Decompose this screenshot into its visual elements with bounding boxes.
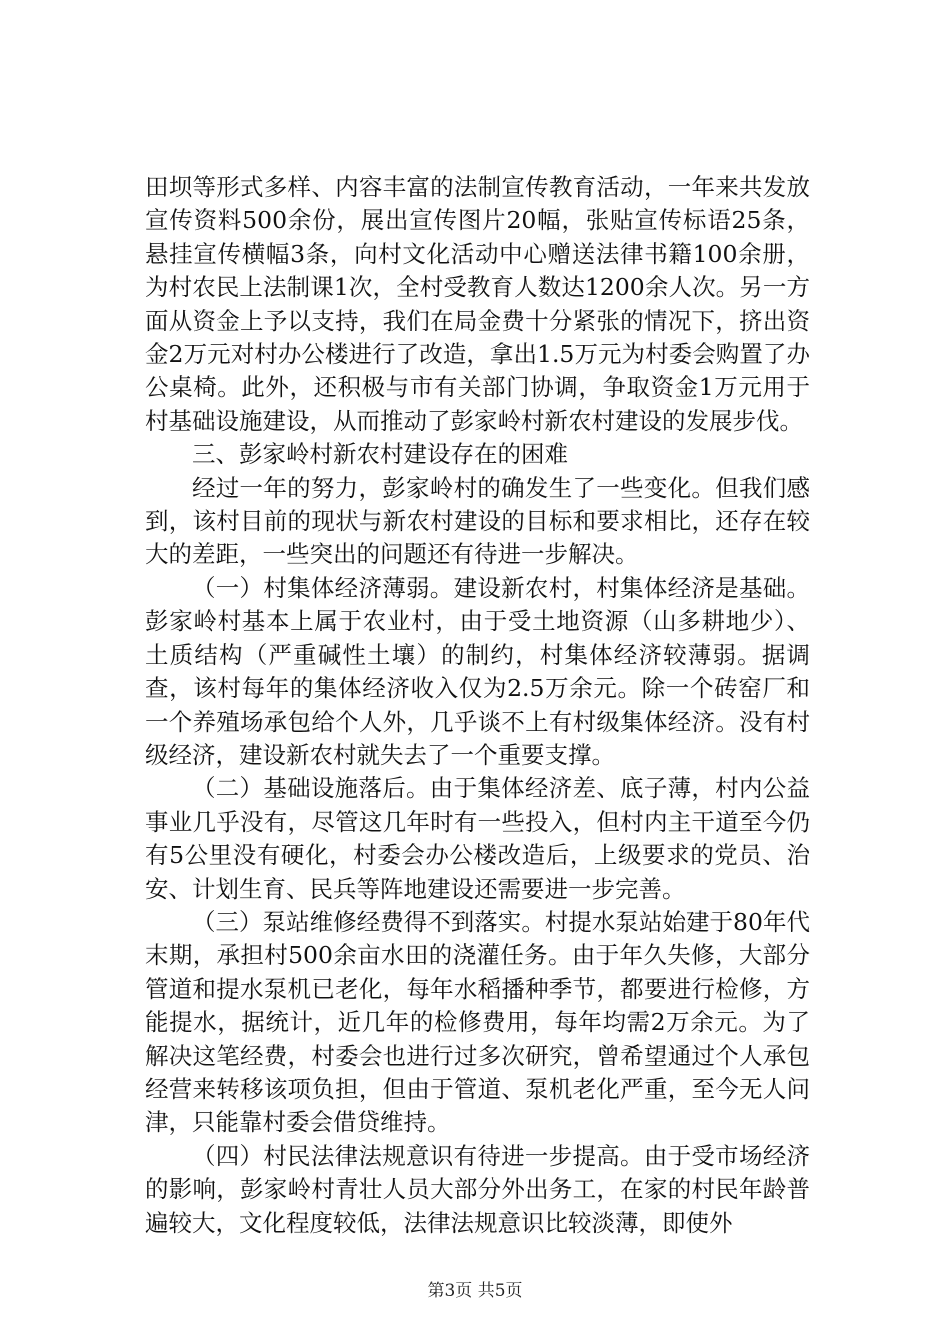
paragraph-intro: 经过一年的努力，彭家岭村的确发生了一些变化。但我们感到，该村目前的现状与新农村建设的目标和要求相比，还存在较大的差距，一些突出的问题还有待进一步解决。 <box>145 473 810 569</box>
paragraph-item-1: （一）村集体经济薄弱。建设新农村，村集体经济是基础。彭家岭村基本上属于农业村，由于受土地资源（山多耕地少）、土质结构（严重碱性土壤）的制约，村集体经济较薄弱。据调查，该村每年的集体经济收入仅为2.5万余元。除一个砖窑厂和一个养殖场承包给个人外，几乎谈不上有村级集体经济。没有村级经济，建设新农村就失去了一个重要支撑。 <box>145 573 810 769</box>
paragraph-item-4: （四）村民法律法规意识有待进一步提高。由于受市场经济的影响，彭家岭村青壮人员大部分外出务工，在家的村民年龄普遍较大，文化程度较低，法律法规意识比较淡薄，即使外 <box>145 1141 810 1237</box>
paragraph-continuation: 田坝等形式多样、内容丰富的法制宣传教育活动，一年来共发放宣传资料500余份，展出宣传图片20幅，张贴宣传标语25条，悬挂宣传横幅3条，向村文化活动中心赠送法律书籍100余册，为村农民上法制课1次，全村受教育人数达1200余人次。另一方面从资金上予以支持，我们在局金费十分紧张的情况下，挤出资金2万元对村办公楼进行了改造，拿出1.5万元为村委会购置了办公桌椅。此外，还积极与市有关部门协调，争取资金1万元用于村基础设施建设，从而推动了彭家岭村新农村建设的发展步伐。 <box>145 173 810 435</box>
page-number-footer: 第3页 共5页 <box>427 1281 523 1301</box>
section-heading: 三、彭家岭村新农村建设存在的困难 <box>192 440 568 469</box>
document-body <box>145 171 810 1240</box>
paragraph-item-3: （三）泵站维修经费得不到落实。村提水泵站始建于80年代末期，承担村500余亩水田的浇灌任务。由于年久失修，大部分管道和提水泵机已老化，每年水稻播种季节，都要进行检修，方能提水，据统计，近几年的检修费用，每年均需2万余元。为了解决这笔经费，村委会也进行过多次研究，曾希望通过个人承包经营来转移该项负担，但由于管道、泵机老化严重，至今无人问津，只能靠村委会借贷维持。 <box>145 907 810 1137</box>
paragraph-item-2: （二）基础设施落后。由于集体经济差、底子薄，村内公益事业几乎没有，尽管这几年时有一些投入，但村内主干道至今仍有5公里没有硬化，村委会办公楼改造后，上级要求的党员、治安、计划生育、民兵等阵地建设还需要进一步完善。 <box>145 774 810 903</box>
